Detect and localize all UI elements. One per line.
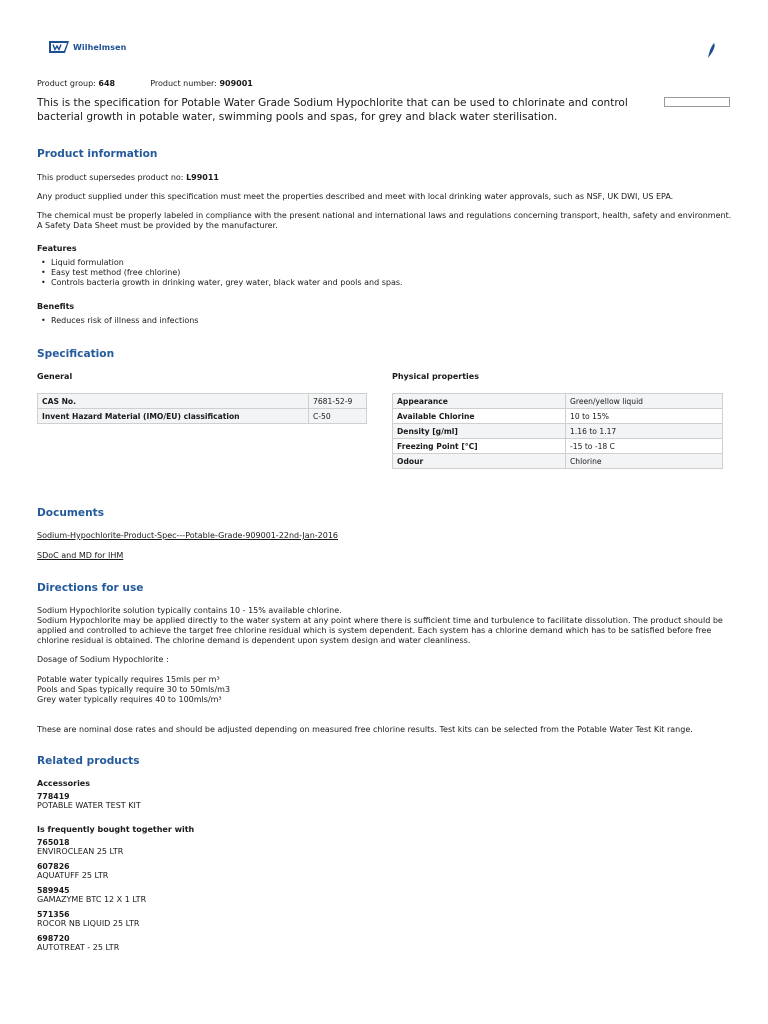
general-column (37, 372, 367, 424)
dosage-intro: Dosage of Sodium Hypochlorite : (37, 655, 169, 664)
group-value: 648 (98, 79, 116, 88)
document-link-spec[interactable]: Sodium-Hypochlorite-Product-Spec---Potable-Grade-909001-22nd-Jan-2016 (37, 531, 339, 540)
features-heading: Features (37, 244, 77, 253)
page-header (0, 0, 768, 70)
product-number: 778419 (37, 792, 70, 801)
number-value: 909001 (219, 79, 253, 88)
product-name: AQUATUFF 25 LTR (37, 871, 109, 880)
group-label: Product group: (37, 79, 96, 88)
product-name: ROCOR NB LIQUID 25 LTR (37, 919, 140, 928)
supersedes-label: This product supersedes product no: (37, 173, 184, 182)
features-list (37, 258, 737, 288)
table-cell-label: Invent Hazard Material (IMO/EU) classification (38, 409, 309, 424)
quantity-input[interactable] (664, 97, 730, 107)
accessories-heading: Accessories (37, 779, 90, 788)
physical-column (392, 372, 723, 469)
supersedes-value: L99011 (186, 173, 219, 182)
table-row (393, 409, 723, 424)
dosage-line: Grey water typically requires 40 to 100mls/m³ (37, 695, 222, 704)
product-meta (37, 79, 737, 91)
specification-heading: Specification (37, 348, 115, 360)
list-item: • Liquid formulation (41, 258, 737, 268)
table-cell-label: Odour (393, 454, 566, 469)
list-item[interactable] (37, 838, 737, 857)
product-name: POTABLE WATER TEST KIT (37, 801, 141, 810)
product-number: 589945 (37, 886, 70, 895)
labeling-text: The chemical must be properly labeled in compliance with the present national and international laws and regulations concerning transport, health, safety and environment. A Safety Data Sheet must be provided by the manufacturer. (37, 211, 732, 230)
table-row (393, 439, 723, 454)
supersedes-line (37, 173, 737, 183)
table-cell-value: C-50 (309, 409, 367, 424)
directions-line: Sodium Hypochlorite may be applied directly to the water system at any point where there is sufficient time and turbulence to facilitate dissolution. The product should be applied and controlled to achieve the target free chlorine residual which is system dependent. Each system has a chlorine demand which has to be satisfied before free chlorine residual is obtained. The chlorine demand is dependent upon system design and water cleanliness. (37, 616, 723, 645)
general-heading: General (37, 372, 73, 381)
general-table (37, 393, 367, 424)
main-content (37, 79, 737, 958)
table-cell-label: CAS No. (38, 394, 309, 409)
dosage-line: Potable water typically requires 15mls per m³ (37, 675, 220, 684)
dosage-line: Pools and Spas typically require 30 to 50mls/m3 (37, 685, 231, 694)
list-item[interactable] (37, 862, 737, 881)
list-item: • Easy test method (free chlorine) (41, 268, 737, 278)
table-row (393, 394, 723, 409)
documents-heading: Documents (37, 507, 105, 519)
number-label: Product number: (150, 79, 217, 88)
wilhelmsen-logo[interactable] (48, 40, 126, 54)
table-row (393, 424, 723, 439)
table-cell-label: Density [g/ml] (393, 424, 566, 439)
table-row (38, 394, 367, 409)
physical-table (392, 393, 723, 469)
related-products-heading: Related products (37, 755, 140, 767)
product-name: ENVIROCLEAN 25 LTR (37, 847, 124, 856)
intro-text: This is the specification for Potable Water Grade Sodium Hypochlorite that can be used to chlorinate and control bacterial growth in potable water, swimming pools and spas, for grey and black water sterilisation. (37, 97, 628, 123)
brand-name: Wilhelmsen (73, 42, 127, 52)
benefits-heading: Benefits (37, 302, 75, 311)
specification-section (37, 372, 737, 487)
wilhelmsen-logo-icon (48, 40, 70, 54)
table-row (38, 409, 367, 424)
list-item: • Controls bacteria growth in drinking water, grey water, black water and pools and spas. (41, 278, 737, 288)
list-item[interactable] (37, 910, 737, 929)
table-cell-value: -15 to -18 C (566, 439, 723, 454)
list-item[interactable] (37, 792, 737, 811)
feather-icon[interactable] (704, 42, 718, 60)
table-cell-value: Green/yellow liquid (566, 394, 723, 409)
list-item: • Reduces risk of illness and infections (41, 316, 737, 326)
physical-heading: Physical properties (392, 372, 479, 381)
product-name: AUTOTREAT - 25 LTR (37, 943, 120, 952)
document-link-sdoc[interactable]: SDoC and MD for IHM (37, 551, 124, 560)
table-cell-value: 1.16 to 1.17 (566, 424, 723, 439)
product-number: 765018 (37, 838, 70, 847)
bought-together-heading: Is frequently bought together with (37, 825, 195, 834)
product-information-heading: Product information (37, 148, 158, 160)
table-cell-label: Available Chlorine (393, 409, 566, 424)
table-cell-label: Freezing Point [°C] (393, 439, 566, 454)
list-item[interactable] (37, 886, 737, 905)
product-number: 607826 (37, 862, 70, 871)
directions-heading: Directions for use (37, 582, 144, 594)
table-row (393, 454, 723, 469)
directions-line: Sodium Hypochlorite solution typically contains 10 - 15% available chlorine. (37, 606, 342, 615)
dose-note: These are nominal dose rates and should be adjusted depending on measured free chlorine results. Test kits can be selected from the Potable Water Test Kit range. (37, 725, 693, 734)
table-cell-value: Chlorine (566, 454, 723, 469)
list-item[interactable] (37, 934, 737, 953)
table-cell-value: 10 to 15% (566, 409, 723, 424)
product-number: 571356 (37, 910, 70, 919)
table-cell-value: 7681-52-9 (309, 394, 367, 409)
spec-compliance-text: Any product supplied under this specification must meet the properties described and meet with local drinking water approvals, such as NSF, UK DWI, US EPA. (37, 192, 674, 201)
product-name: GAMAZYME BTC 12 X 1 LTR (37, 895, 147, 904)
product-number: 698720 (37, 934, 70, 943)
benefits-list (37, 316, 737, 326)
table-cell-label: Appearance (393, 394, 566, 409)
